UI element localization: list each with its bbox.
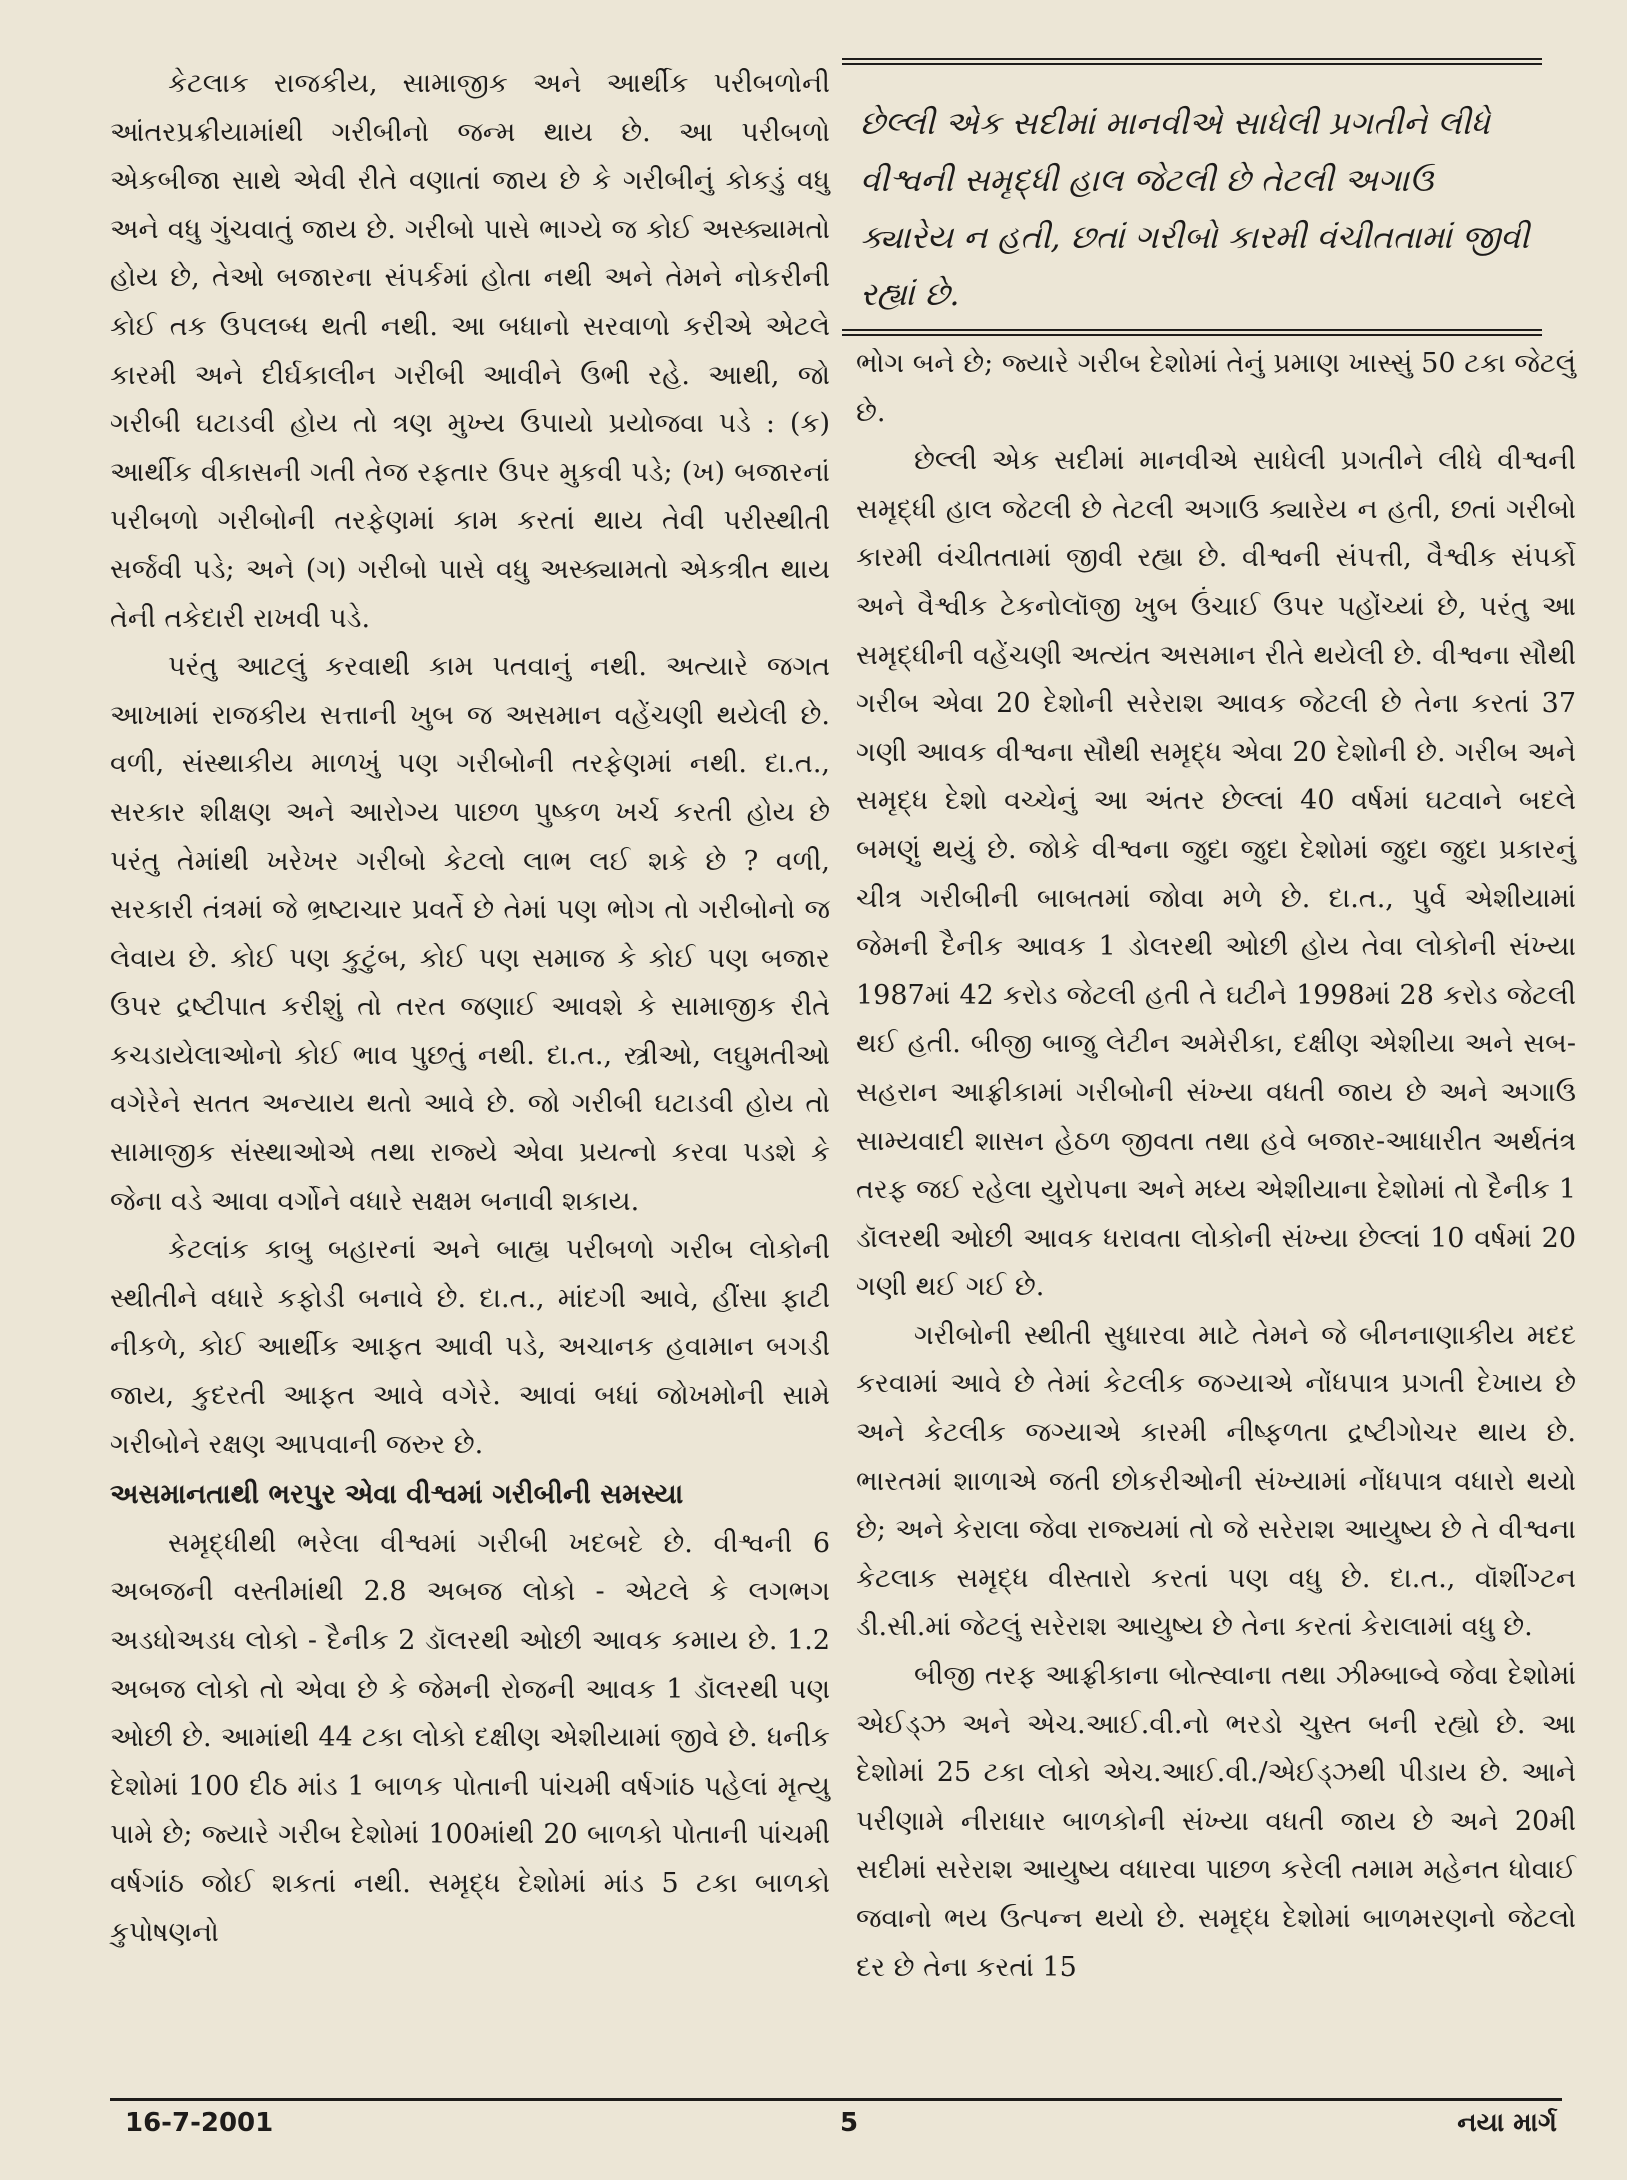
pull-quote — [842, 58, 1542, 336]
paragraph: કેટલાંક કાબુ બહારનાં અને બાહ્ય પરીબળો ગરીબ લોકોની સ્થીતીને વધારે કફોડી બનાવે છે. દા.ત., માંદગી આવે, હીંસા ફાટી નીકળે, કોઈ આર્થીક આફત આવી પડે, અચાનક હવામાન બગડી જાય, કુદરતી આફત આવે વગેરે. આવાં બધાં જોખમોની સામે ગરીબોને રક્ષણ આપવાની જરુર છે. — [110, 1234, 830, 1460]
right-column — [856, 340, 1576, 1992]
pull-quote-text: છેલ્લી એક સદીમાં માનવીએ સાધેલી પ્રગતીને લીધે વીશ્વની સમૃદ્ધી હાલ જેટલી છે તેટલી અગાઉ ક્યારેય ન હતી, છતાં ગરીબો કારમી વંચીતતામાં જીવી રહ્યાં છે. — [860, 104, 1530, 313]
paragraph: સમૃદ્ધીથી ભરેલા વીશ્વમાં ગરીબી ખદબદે છે. વીશ્વની 6 અબજની વસ્તીમાંથી 2.8 અબજ લોકો - એટલે કે લગભગ અડધોઅડધ લોકો - દૈનીક 2 ડૉલરથી ઓછી આવક કમાય છે. 1.2 અબજ લોકો તો એવા છે કે જેમની રોજની આવક 1 ડૉલરથી પણ ઓછી છે. આમાંથી 44 ટકા લોકો દક્ષીણ એશીયામાં જીવે છે. ધનીક દેશોમાં 100 દીઠ માંડ 1 બાળક પોતાની પાંચમી વર્ષગાંઠ પહેલાં મૃત્યુ પામે છે; જ્યારે ગરીબ દેશોમાં 100માંથી 20 બાળકો પોતાની પાંચમી વર્ષગાંઠ જોઈ શકતાં નથી. સમૃદ્ધ દેશોમાં માંડ 5 ટકા બાળકો કુપોષણનો — [110, 1527, 830, 1948]
footer-date: 16-7-2001 — [125, 2108, 274, 2138]
paragraph: ગરીબોની સ્થીતી સુધારવા માટે તેમને જે બીનનાણાકીય મદદ કરવામાં આવે છે તેમાં કેટલીક જગ્યાએ નોંધપાત્ર પ્રગતી દેખાય છે અને કેટલીક જગ્યાએ કારમી નીષ્ફળતા દ્રષ્ટીગોચર થાય છે. ભારતમાં શાળાએ જતી છોકરીઓની સંખ્યામાં નોંધપાત્ર વધારો થયો છે; અને કેરાલા જેવા રાજ્યમાં તો જે સરેરાશ આયુષ્ય છે તે વીશ્વના કેટલાક સમૃદ્ધ વીસ્તારો કરતાં પણ વધુ છે. દા.ત., વૉશીંગ્ટન ડી.સી.માં જેટલું સરેરાશ આયુષ્ય છે તેના કરતાં કેરાલામાં વધુ છે. — [856, 1319, 1576, 1643]
paragraph: છેલ્લી એક સદીમાં માનવીએ સાધેલી પ્રગતીને લીધે વીશ્વની સમૃદ્ધી હાલ જેટલી છે તેટલી અગાઉ ક્યારેય ન હતી, છતાં ગરીબો કારમી વંચીતતામાં જીવી રહ્યા છે. વીશ્વની સંપત્તી, વૈશ્વીક સંપર્કો અને વૈશ્વીક ટેકનોલૉજી ખુબ ઉંચાઈ ઉપર પહોંચ્યાં છે, પરંતુ આ સમૃદ્ધીની વહેંચણી અત્યંત અસમાન રીતે થયેલી છે. વીશ્વના સૌથી ગરીબ એવા 20 દેશોની સરેરાશ આવક જેટલી છે તેના કરતાં 37 ગણી આવક વીશ્વના સૌથી સમૃદ્ધ એવા 20 દેશોની છે. ગરીબ અને સમૃદ્ધ દેશો વચ્ચેનું આ અંતર છેલ્લાં 40 વર્ષમાં ઘટવાને બદલે બમણું થયું છે. જોકે વીશ્વના જુદા જુદા દેશોમાં જુદા જુદા પ્રકારનું ચીત્ર ગરીબીની બાબતમાં જોવા મળે છે. દા.ત., પુર્વ એશીયામાં જેમની દૈનીક આવક 1 ડોલરથી ઓછી હોય તેવા લોકોની સંખ્યા 1987માં 42 કરોડ જેટલી હતી તે ઘટીને 1998માં 28 કરોડ જેટલી થઈ હતી. બીજી બાજુ લેટીન અમેરીકા, દક્ષીણ એશીયા અને સબ-સહરાન આફ્રીકામાં ગરીબોની સંખ્યા વધતી જાય છે અને અગાઉ સામ્યવાદી શાસન હેઠળ જીવતા તથા હવે બજાર-આધારીત અર્થતંત્ર તરફ જઈ રહેલા યુરોપના અને મધ્ય એશીયાના દેશોમાં તો દૈનીક 1 ડૉલરથી ઓછી આવક ધરાવતા લોકોની સંખ્યા છેલ્લાં 10 વર્ષમાં 20 ગણી થઈ ગઈ છે. — [856, 445, 1576, 1303]
left-column — [110, 60, 830, 1957]
footer-rule — [110, 2098, 1562, 2101]
footer-publication: નયા માર્ગ — [1457, 2108, 1557, 2138]
page-number: 5 — [840, 2108, 859, 2138]
paragraph: બીજી તરફ આફ્રીકાના બોત્સ્વાના તથા ઝીમ્બાબ્વે જેવા દેશોમાં એઈડ્ઝ અને એચ.આઈ.વી.નો ભરડો ચુસ્ત બની રહ્યો છે. આ દેશોમાં 25 ટકા લોકો એચ.આઈ.વી./એઈડ્ઝથી પીડાય છે. આને પરીણામે નીરાધાર બાળકોની સંખ્યા વધતી જાય છે અને 20મી સદીમાં સરેરાશ આયુષ્ય વધારવા પાછળ કરેલી તમામ મહેનત ધોવાઈ જવાનો ભય ઉત્પન્ન થયો છે. સમૃદ્ધ દેશોમાં બાળમરણનો જેટલો દર છે તેના કરતાં 15 — [856, 1660, 1576, 1983]
paragraph: પરંતુ આટલું કરવાથી કામ પતવાનું નથી. અત્યારે જગત આખામાં રાજકીય સત્તાની ખુબ જ અસમાન વહેંચણી થયેલી છે. વળી, સંસ્થાકીય માળખું પણ ગરીબોની તરફેણમાં નથી. દા.ત., સરકાર શીક્ષણ અને આરોગ્ય પાછળ પુષ્કળ ખર્ચ કરતી હોય છે પરંતુ તેમાંથી ખરેખર ગરીબો કેટલો લાભ લઈ શકે છે ? વળી, સરકારી તંત્રમાં જે ભ્રષ્ટાચાર પ્રવર્તે છે તેમાં પણ ભોગ તો ગરીબોનો જ લેવાય છે. કોઈ પણ કુટુંબ, કોઈ પણ સમાજ કે કોઈ પણ બજાર ઉપર દ્રષ્ટીપાત કરીશું તો તરત જણાઈ આવશે કે સામાજીક રીતે કચડાયેલાઓનો કોઈ ભાવ પુછતું નથી. દા.ત., સ્ત્રીઓ, લઘુમતીઓ વગેરેને સતત અન્યાય થતો આવે છે. જો ગરીબી ઘટાડવી હોય તો સામાજીક સંસ્થાઓએ તથા રાજ્યે એવા પ્રયત્નો કરવા પડશે કે જેના વડે આવા વર્ગોને વધારે સક્ષમ બનાવી શકાય. — [110, 651, 830, 1217]
sub-heading: અસમાનતાથી ભરપુર એવા વીશ્વમાં ગરીબીની સમસ્યા — [110, 1479, 684, 1511]
paragraph: કેટલાક રાજકીય, સામાજીક અને આર્થીક પરીબળોની આંતરપ્રક્રીયામાંથી ગરીબીનો જન્મ થાય છે. આ પરીબળો એકબીજા સાથે એવી રીતે વણાતાં જાય છે કે ગરીબીનું કોકડું વધુ અને વધુ ગુંચવાતું જાય છે. ગરીબો પાસે ભાગ્યે જ કોઈ અસ્ક્યામતો હોય છે, તેઓ બજારના સંપર્કમાં હોતા નથી અને તેમને નોકરીની કોઈ તક ઉપલબ્ધ થતી નથી. આ બધાનો સરવાળો કરીએ એટલે કારમી અને દીર્ઘકાલીન ગરીબી આવીને ઉભી રહે. આથી, જો ગરીબી ઘટાડવી હોય તો ત્રણ મુખ્ય ઉપાયો પ્રયોજવા પડે : (ક) આર્થીક વીકાસની ગતી તેજ રફતાર ઉપર મુકવી પડે; (ખ) બજારનાં પરીબળો ગરીબોની તરફેણમાં કામ કરતાં થાય તેવી પરીસ્થીતી સર્જવી પડે; અને (ગ) ગરીબો પાસે વધુ અસ્ક્યામતો એકત્રીત થાય તેની તકેદારી રાખવી પડે. — [110, 68, 831, 634]
paragraph: ભોગ બને છે; જ્યારે ગરીબ દેશોમાં તેનું પ્રમાણ ખાસ્સું 50 ટકા જેટલું છે. — [856, 348, 1576, 428]
